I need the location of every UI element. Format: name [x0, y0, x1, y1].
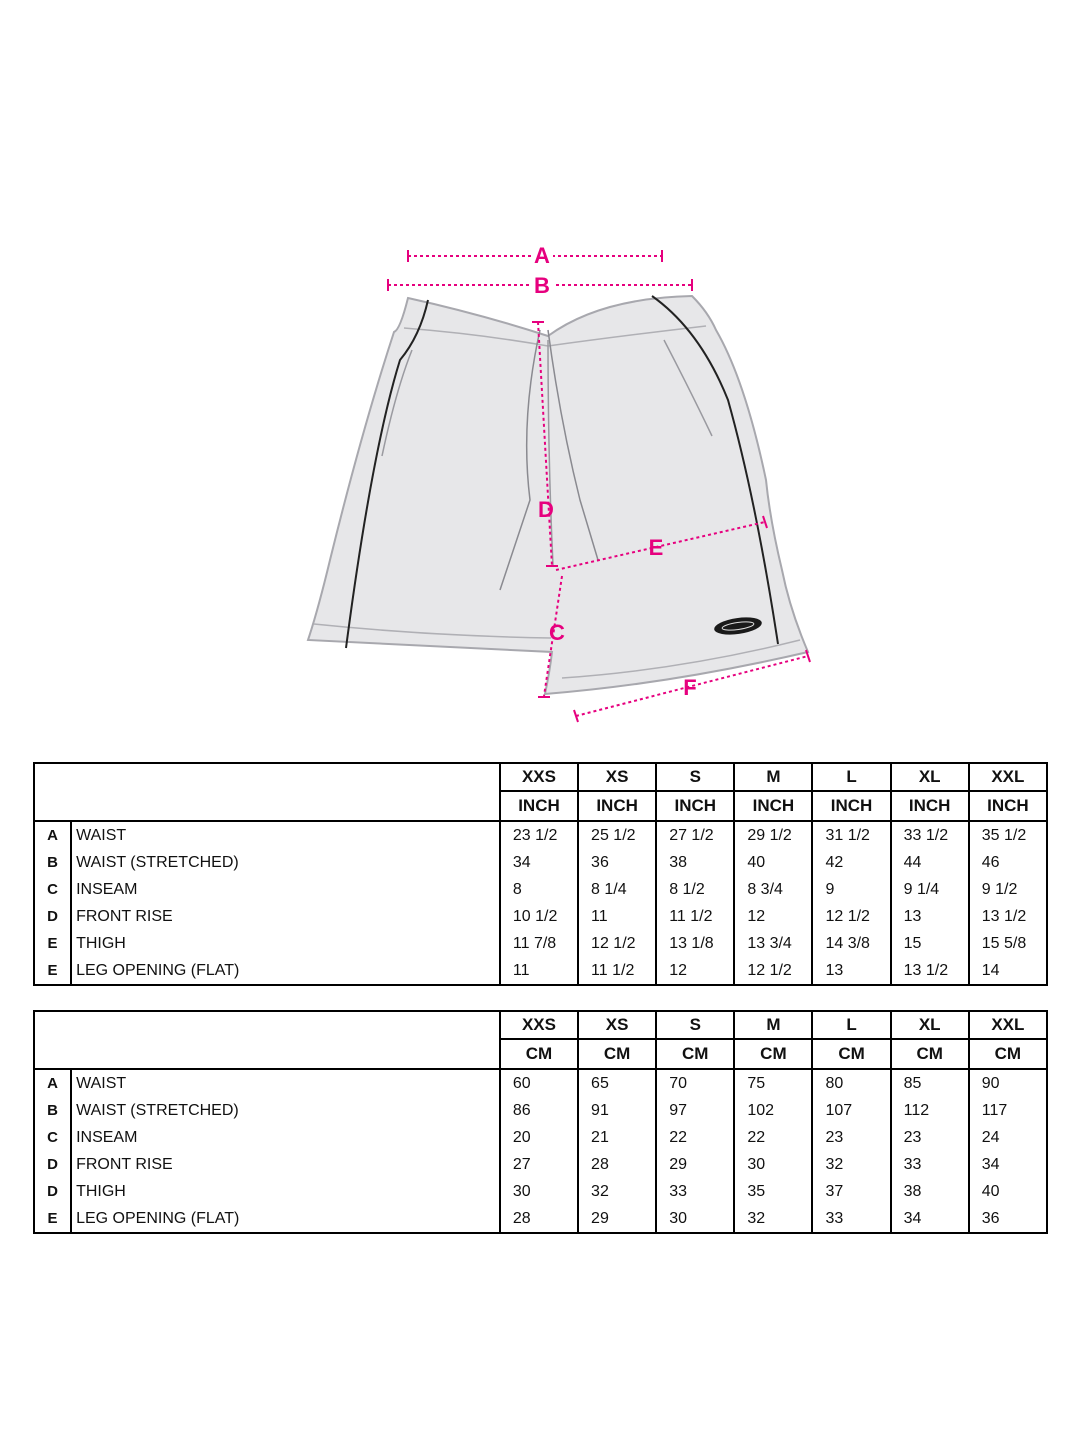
measure-label-a: A: [534, 243, 550, 268]
measure-name: FRONT RISE: [76, 1155, 173, 1173]
size-value: 29 1/2: [734, 821, 812, 849]
size-value: 35: [734, 1178, 812, 1205]
unit-header: INCH: [812, 791, 890, 821]
size-value: 107: [812, 1097, 890, 1124]
size-value: 33: [656, 1178, 734, 1205]
size-value: 8 3/4: [734, 876, 812, 903]
table-row: [34, 821, 1047, 849]
size-value: 46: [969, 849, 1047, 876]
measure-letter: C: [34, 1124, 71, 1151]
size-header: XXL: [969, 1011, 1047, 1039]
size-value: 9: [812, 876, 890, 903]
unit-header: CM: [500, 1039, 578, 1069]
size-value: 35 1/2: [969, 821, 1047, 849]
size-value: 33: [891, 1151, 969, 1178]
size-header: XXL: [969, 763, 1047, 791]
size-value: 11: [500, 957, 578, 985]
size-value: 86: [500, 1097, 578, 1124]
measure-letter: D: [34, 903, 71, 930]
measure-name: WAIST: [76, 1074, 127, 1092]
unit-header: INCH: [500, 791, 578, 821]
table-row: [34, 1069, 1047, 1097]
measure-name: THIGH: [76, 934, 126, 952]
size-value: 10 1/2: [500, 903, 578, 930]
size-value: 11 1/2: [656, 903, 734, 930]
size-header: M: [734, 763, 812, 791]
size-value: 117: [969, 1097, 1047, 1124]
unit-header: CM: [734, 1039, 812, 1069]
measure-name: INSEAM: [76, 1128, 138, 1146]
size-value: 36: [578, 849, 656, 876]
size-value: 24: [969, 1124, 1047, 1151]
table-header-blank: [34, 1011, 500, 1069]
size-value: 34: [891, 1205, 969, 1233]
unit-header: CM: [812, 1039, 890, 1069]
size-value: 91: [578, 1097, 656, 1124]
size-value: 27 1/2: [656, 821, 734, 849]
size-value: 13 1/2: [969, 903, 1047, 930]
measure-label-d: D: [538, 497, 554, 522]
size-value: 65: [578, 1069, 656, 1097]
size-value: 11 7/8: [500, 930, 578, 957]
measure-name: FRONT RISE: [76, 907, 173, 925]
size-value: 8 1/4: [578, 876, 656, 903]
size-value: 33: [812, 1205, 890, 1233]
size-value: 23: [891, 1124, 969, 1151]
unit-header: CM: [578, 1039, 656, 1069]
measure-letter: E: [34, 1205, 71, 1233]
size-value: 13: [891, 903, 969, 930]
measure-name: WAIST (STRETCHED): [76, 853, 239, 871]
size-value: 9 1/2: [969, 876, 1047, 903]
size-value: 80: [812, 1069, 890, 1097]
size-value: 14 3/8: [812, 930, 890, 957]
size-value: 38: [891, 1178, 969, 1205]
measure-label-c: C: [549, 620, 565, 645]
size-value: 70: [656, 1069, 734, 1097]
size-value: 36: [969, 1205, 1047, 1233]
size-value: 90: [969, 1069, 1047, 1097]
size-value: 23 1/2: [500, 821, 578, 849]
size-value: 15 5/8: [969, 930, 1047, 957]
size-value: 38: [656, 849, 734, 876]
size-value: 44: [891, 849, 969, 876]
size-value: 75: [734, 1069, 812, 1097]
unit-header: INCH: [656, 791, 734, 821]
size-value: 40: [969, 1178, 1047, 1205]
measure-letter: E: [34, 957, 71, 985]
size-value: 97: [656, 1097, 734, 1124]
measure-letter: E: [34, 930, 71, 957]
size-value: 102: [734, 1097, 812, 1124]
table-row: [34, 1151, 1047, 1178]
size-value: 13 1/2: [891, 957, 969, 985]
table-row: [34, 1205, 1047, 1233]
size-table-cm: [33, 1010, 1048, 1234]
table-row: [34, 849, 1047, 876]
measure-letter: A: [34, 1069, 71, 1097]
measure-name: LEG OPENING (FLAT): [76, 1209, 240, 1227]
unit-header: INCH: [891, 791, 969, 821]
measure-name: WAIST: [76, 826, 127, 844]
size-value: 13: [812, 957, 890, 985]
unit-header: INCH: [578, 791, 656, 821]
table-row: [34, 1178, 1047, 1205]
size-value: 13 3/4: [734, 930, 812, 957]
size-header: XL: [891, 1011, 969, 1039]
size-value: 12: [734, 903, 812, 930]
size-value: 20: [500, 1124, 578, 1151]
measure-name: WAIST (STRETCHED): [76, 1101, 239, 1119]
size-value: 112: [891, 1097, 969, 1124]
measure-letter: B: [34, 1097, 71, 1124]
unit-header: INCH: [969, 791, 1047, 821]
measure-label-b: B: [534, 273, 550, 298]
size-value: 27: [500, 1151, 578, 1178]
measure-letter: A: [34, 821, 71, 849]
table-row: [34, 930, 1047, 957]
size-value: 8: [500, 876, 578, 903]
size-value: 22: [656, 1124, 734, 1151]
size-value: 15: [891, 930, 969, 957]
size-value: 31 1/2: [812, 821, 890, 849]
unit-header: INCH: [734, 791, 812, 821]
size-value: 11 1/2: [578, 957, 656, 985]
size-value: 12 1/2: [734, 957, 812, 985]
size-value: 29: [656, 1151, 734, 1178]
size-value: 30: [734, 1151, 812, 1178]
measure-name: LEG OPENING (FLAT): [76, 961, 240, 979]
size-header: L: [812, 1011, 890, 1039]
size-header: S: [656, 1011, 734, 1039]
size-header: XXS: [500, 763, 578, 791]
table-row: [34, 876, 1047, 903]
size-value: 29: [578, 1205, 656, 1233]
size-value: 23: [812, 1124, 890, 1151]
size-header: M: [734, 1011, 812, 1039]
table-row: [34, 1124, 1047, 1151]
size-value: 85: [891, 1069, 969, 1097]
size-value: 12 1/2: [578, 930, 656, 957]
size-value: 9 1/4: [891, 876, 969, 903]
size-value: 42: [812, 849, 890, 876]
measure-letter: D: [34, 1178, 71, 1205]
size-value: 12: [656, 957, 734, 985]
size-value: 14: [969, 957, 1047, 985]
unit-header: CM: [969, 1039, 1047, 1069]
size-value: 25 1/2: [578, 821, 656, 849]
table-row: [34, 903, 1047, 930]
size-header: XL: [891, 763, 969, 791]
size-value: 12 1/2: [812, 903, 890, 930]
measure-letter: B: [34, 849, 71, 876]
measure-label-e: E: [648, 535, 664, 560]
size-value: 28: [578, 1151, 656, 1178]
size-value: 60: [500, 1069, 578, 1097]
size-value: 30: [500, 1178, 578, 1205]
size-value: 11: [578, 903, 656, 930]
measure-letter: C: [34, 876, 71, 903]
size-value: 32: [812, 1151, 890, 1178]
size-value: 8 1/2: [656, 876, 734, 903]
size-value: 40: [734, 849, 812, 876]
measure-name: INSEAM: [76, 880, 138, 898]
size-header: S: [656, 763, 734, 791]
size-header: XS: [578, 763, 656, 791]
table-row: [34, 1097, 1047, 1124]
table-row: [34, 957, 1047, 985]
measure-letter: D: [34, 1151, 71, 1178]
size-value: 32: [578, 1178, 656, 1205]
size-value: 13 1/8: [656, 930, 734, 957]
size-table-inch: [33, 762, 1048, 986]
size-value: 34: [969, 1151, 1047, 1178]
unit-header: CM: [891, 1039, 969, 1069]
size-header: XS: [578, 1011, 656, 1039]
size-header: XXS: [500, 1011, 578, 1039]
size-value: 37: [812, 1178, 890, 1205]
size-value: 34: [500, 849, 578, 876]
unit-header: CM: [656, 1039, 734, 1069]
table-header-blank: [34, 763, 500, 821]
size-value: 28: [500, 1205, 578, 1233]
measure-name: THIGH: [76, 1182, 126, 1200]
size-value: 30: [656, 1205, 734, 1233]
size-value: 32: [734, 1205, 812, 1233]
measure-label-f: F: [683, 675, 697, 700]
size-value: 21: [578, 1124, 656, 1151]
size-header: L: [812, 763, 890, 791]
size-value: 22: [734, 1124, 812, 1151]
size-value: 33 1/2: [891, 821, 969, 849]
